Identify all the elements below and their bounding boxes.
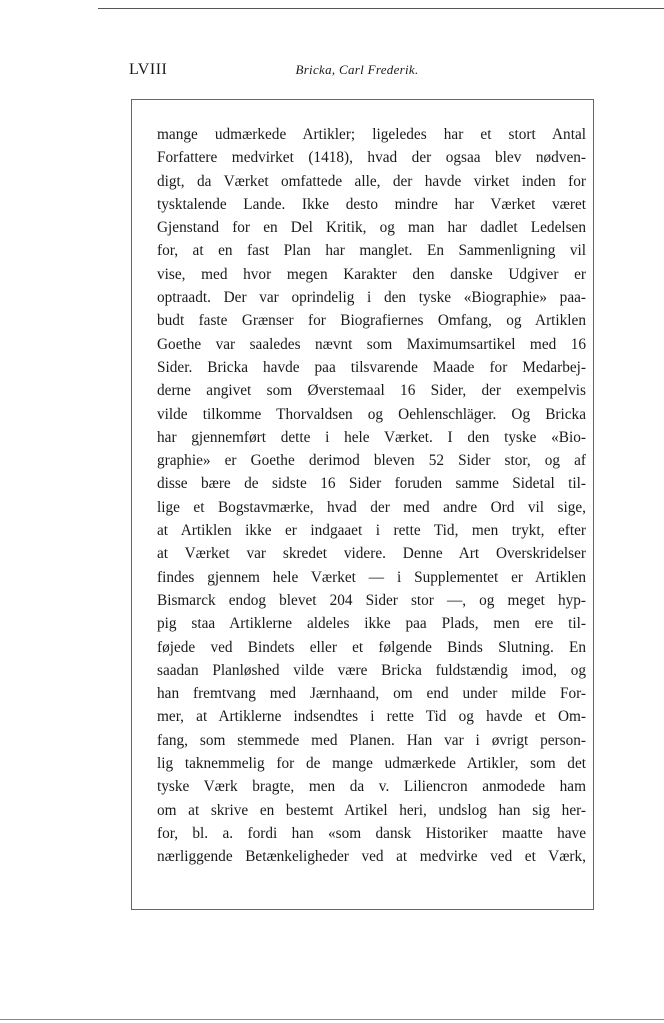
text-line: for, bl. a. fordi han «som dansk Historiker maatte have <box>157 824 586 842</box>
text-line: Sider. Bricka havde paa tilsvarende Maade for Medarbej- <box>157 358 586 376</box>
text-line: for, at en fast Plan har manglet. En Sammenligning vil <box>157 242 586 260</box>
text-line: Goethe var saaledes nævnt som Maximumsartikel med 16 <box>157 335 586 353</box>
text-line: tyske Værk bragte, men da v. Liliencron anmodede ham <box>157 778 586 796</box>
text-line: føjede ved Bindets eller et følgende Binds Slutning. En <box>157 638 586 656</box>
page-header <box>129 61 585 83</box>
text-line: pig staa Artiklerne aldeles ikke paa Plads, men ere til- <box>157 615 586 633</box>
text-line: derne angivet som Øverstemaal 16 Sider, der exempelvis <box>157 382 586 400</box>
text-line: at Artiklen ikke er indgaaet i rette Tid, men trykt, efter <box>157 522 586 540</box>
running-head: Bricka, Carl Frederik. <box>295 62 419 77</box>
text-line: Gjenstand for en Del Kritik, og man har dadlet Ledelsen <box>157 219 586 237</box>
text-line: lig taknemmelig for de mange udmærkede Artikler, som det <box>157 755 586 773</box>
text-line: disse bære de sidste 16 Sider foruden samme Sidetal til- <box>157 475 586 493</box>
text-line: graphie» er Goethe derimod bleven 52 Sider stor, og af <box>157 452 586 470</box>
text-line: findes gjennem hele Værket — i Supplementet er Artiklen <box>157 568 586 586</box>
text-line: nærliggende Betænkeligheder ved at medvirke ved et Værk, <box>157 848 586 866</box>
text-line: mange udmærkede Artikler; ligeledes har et stort Antal <box>157 126 586 143</box>
text-line: Forfattere medvirket (1418), hvad der ogsaa blev nødven- <box>157 149 586 167</box>
text-line: han fremtvang med Jærnhaand, om end under milde For- <box>157 685 586 703</box>
text-line: om at skrive en bestemt Artikel heri, undslog han sig her- <box>157 801 586 819</box>
text-line: budt faste Grænser for Biografiernes Omfang, og Artiklen <box>157 312 586 330</box>
text-line: vilde tilkomme Thorvaldsen og Oehlenschläger. Og Bricka <box>157 405 586 423</box>
text-line: Bismarck endog blevet 204 Sider stor —, og meget hyp- <box>157 591 586 609</box>
scan-edge-top <box>98 8 664 9</box>
text-line: at Værket var skredet videre. Denne Art Overskridelser <box>157 545 586 563</box>
text-line: saadan Planløshed vilde være Bricka fuldstændig imod, og <box>157 661 586 679</box>
text-line: tysktalende Lande. Ikke desto mindre har Værket været <box>157 195 586 213</box>
text-line: lige et Bogstavmærke, hvad der med andre Ord vil sige, <box>157 498 586 516</box>
scan-edge-bottom <box>0 1019 664 1020</box>
text-line: mer, at Artiklerne indsendtes i rette Tid og havde et Om- <box>157 708 586 726</box>
text-line: vise, med hvor megen Karakter den danske Udgiver er <box>157 265 586 283</box>
text-line: digt, da Værket omfattede alle, der havde virket inden for <box>157 172 586 190</box>
page-number: LVIII <box>129 61 168 78</box>
text-line: optraadt. Der var oprindelig i den tyske «Biographie» paa- <box>157 289 586 307</box>
text-line: har gjennemført dette i hele Værket. I den tyske «Bio- <box>157 428 586 446</box>
text-line: fang, som stemmede med Planen. Han var i øvrigt person- <box>157 731 586 749</box>
body-text <box>157 123 586 869</box>
